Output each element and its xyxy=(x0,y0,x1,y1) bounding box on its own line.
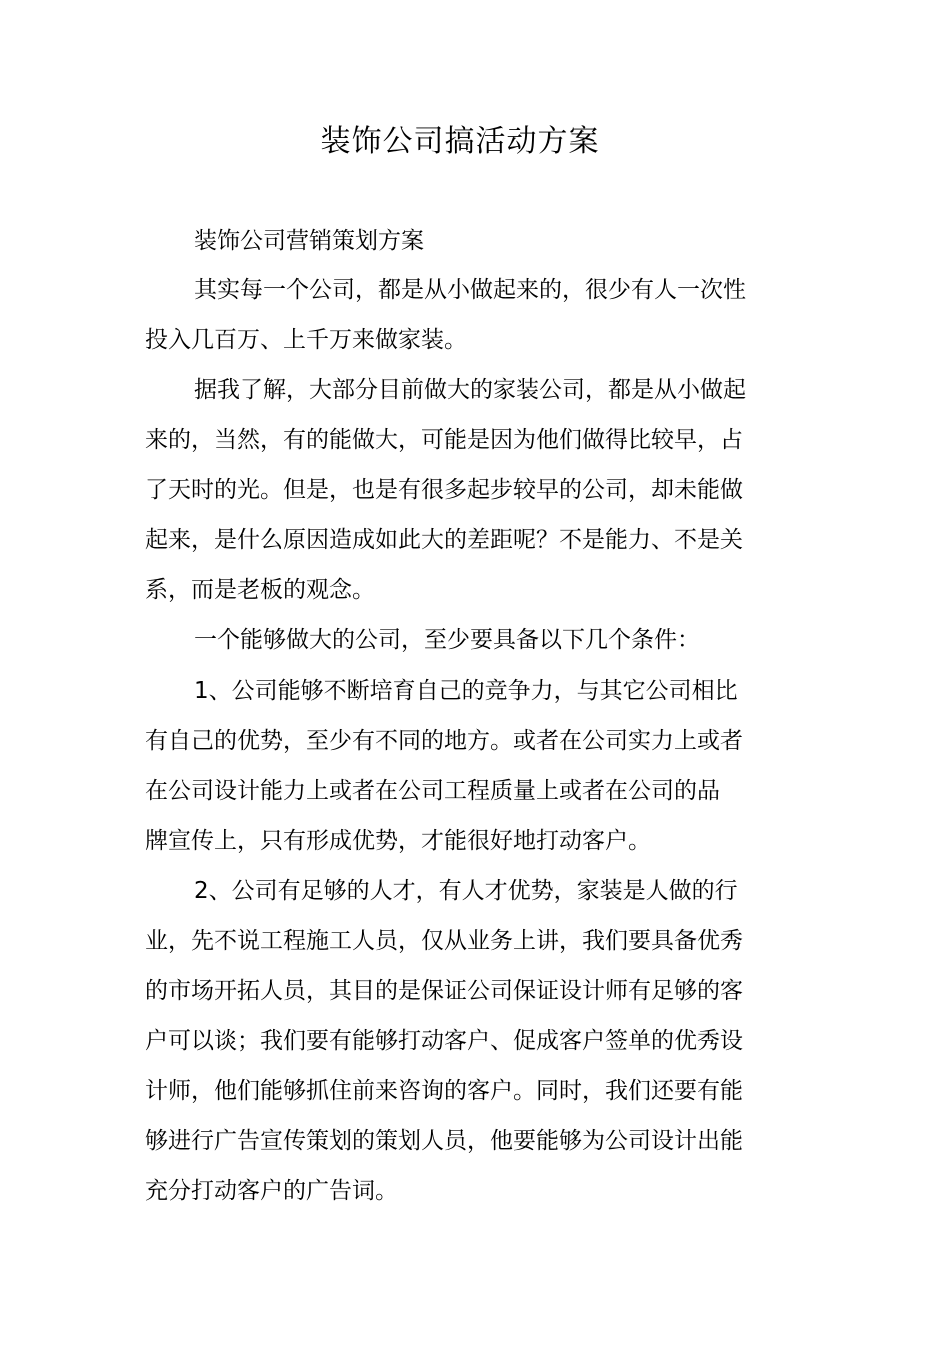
subtitle-line: 装饰公司营销策划方案 xyxy=(194,228,424,254)
paragraph-line: 起来，是什么原因造成如此大的差距呢？不是能力、不是关 xyxy=(145,527,743,553)
paragraph-line: 够进行广告宣传策划的策划人员，他要能够为公司设计出能 xyxy=(145,1128,743,1154)
paragraph-line: 据我了解，大部分目前做大的家装公司，都是从小做起 xyxy=(194,377,746,403)
paragraph-line: 业，先不说工程施工人员，仅从业务上讲，我们要具备优秀 xyxy=(145,928,743,954)
paragraph-line: 户可以谈；我们要有能够打动客户、促成客户签单的优秀设 xyxy=(145,1028,743,1054)
paragraph-line: 一个能够做大的公司，至少要具备以下几个条件： xyxy=(194,627,700,653)
paragraph-line: 计师，他们能够抓住前来咨询的客户。同时，我们还要有能 xyxy=(145,1078,743,1104)
paragraph-line: 1、公司能够不断培育自己的竞争力，与其它公司相比 xyxy=(194,678,738,704)
paragraph-line: 充分打动客户的广告词。 xyxy=(145,1178,398,1204)
paragraph-line: 在公司设计能力上或者在公司工程质量上或者在公司的品 xyxy=(145,778,720,804)
paragraph-line: 有自己的优势，至少有不同的地方。或者在公司实力上或者 xyxy=(145,728,743,754)
paragraph-line: 来的，当然，有的能做大，可能是因为他们做得比较早，占 xyxy=(145,427,743,453)
document-title: 装饰公司搞活动方案 xyxy=(320,124,600,159)
paragraph-line: 系，而是老板的观念。 xyxy=(145,577,375,603)
paragraph-line: 牌宣传上，只有形成优势，才能很好地打动客户。 xyxy=(145,828,651,854)
paragraph-line: 2、公司有足够的人才，有人才优势，家装是人做的行 xyxy=(194,878,738,904)
paragraph-line: 了天时的光。但是，也是有很多起步较早的公司，却未能做 xyxy=(145,477,743,503)
paragraph-line: 的市场开拓人员，其目的是保证公司保证设计师有足够的客 xyxy=(145,978,743,1004)
paragraph-line: 其实每一个公司，都是从小做起来的，很少有人一次性 xyxy=(194,277,746,303)
paragraph-line: 投入几百万、上千万来做家装。 xyxy=(145,327,467,353)
